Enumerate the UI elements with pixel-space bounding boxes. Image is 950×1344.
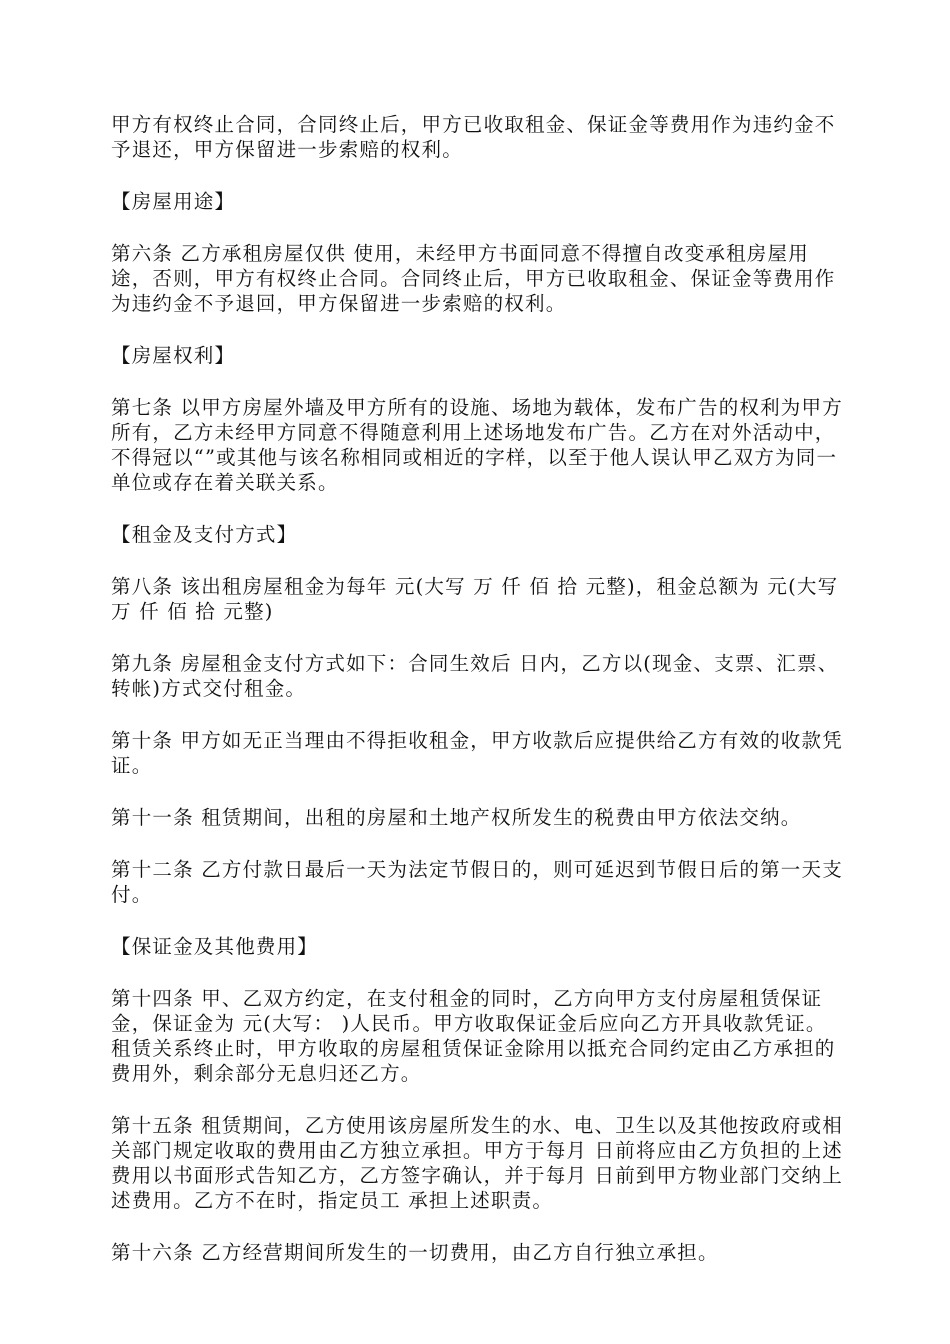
paragraph-termination-clause: 甲方有权终止合同，合同终止后，甲方已收取租金、保证金等费用作为违约金不予退还，甲方保留进一步索赔的权利。 — [111, 113, 836, 161]
paragraph-article-9: 第九条 房屋租金支付方式如下：合同生效后 日内，乙方以(现金、支票、汇票、转帐)方式交付租金。 — [111, 652, 839, 700]
paragraph-article-11: 第十一条 租赁期间，出租的房屋和土地产权所发生的税费由甲方依法交纳。 — [111, 806, 802, 829]
paragraph-article-12: 第十二条 乙方付款日最后一天为法定节假日的，则可延迟到节假日后的第一天支付。 — [111, 858, 843, 906]
paragraph-article-14: 第十四条 甲、乙双方约定，在支付租金的同时，乙方向甲方支付房屋租赁保证金，保证金为 元(大写： )人民币。甲方收取保证金后应向乙方开具收款凭证。租赁关系终止时，甲方收取的房屋租赁保证金除用以抵充合同约定由乙方承担的费用外，剩余部分无息归还乙方。 — [111, 987, 836, 1085]
document-body — [111, 112, 846, 1292]
section-heading-usage: 【房屋用途】 — [111, 190, 236, 213]
paragraph-article-15: 第十五条 租赁期间，乙方使用该房屋所发生的水、电、卫生以及其他按政府或相关部门规定收取的费用由乙方独立承担。甲方于每月 日前将应由乙方负担的上述费用以书面形式告知乙方，乙方签字确认，并于每月 日前到甲方物业部门交纳上述费用。乙方不在时，指定员工 承担上述职责。 — [111, 1114, 843, 1212]
section-heading-rent-payment: 【租金及支付方式】 — [111, 523, 298, 546]
paragraph-article-8: 第八条 该出租房屋租金为每年 元(大写 万 仟 佰 拾 元整)，租金总额为 元(大写 万 仟 佰 拾 元整) — [111, 575, 839, 623]
section-heading-deposit-fees: 【保证金及其他费用】 — [111, 935, 319, 958]
paragraph-article-16: 第十六条 乙方经营期间所发生的一切费用，由乙方自行独立承担。 — [111, 1241, 719, 1264]
paragraph-article-6: 第六条 乙方承租房屋仅供 使用，未经甲方书面同意不得擅自改变承租房屋用途，否则，甲方有权终止合同。合同终止后，甲方已收取租金、保证金等费用作为违约金不予退回，甲方保留进一步索赔的权利。 — [111, 242, 836, 315]
paragraph-article-7: 第七条 以甲方房屋外墙及甲方所有的设施、场地为载体，发布广告的权利为甲方所有，乙方未经甲方同意不得随意利用上述场地发布广告。乙方在对外活动中，不得冠以“”或其他与该名称相同或相近的字样，以至于他人误认甲乙双方为同一单位或存在着关联关系。 — [111, 396, 843, 494]
paragraph-article-10: 第十条 甲方如无正当理由不得拒收租金，甲方收款后应提供给乙方有效的收款凭证。 — [111, 729, 843, 777]
section-heading-rights: 【房屋权利】 — [111, 344, 236, 367]
